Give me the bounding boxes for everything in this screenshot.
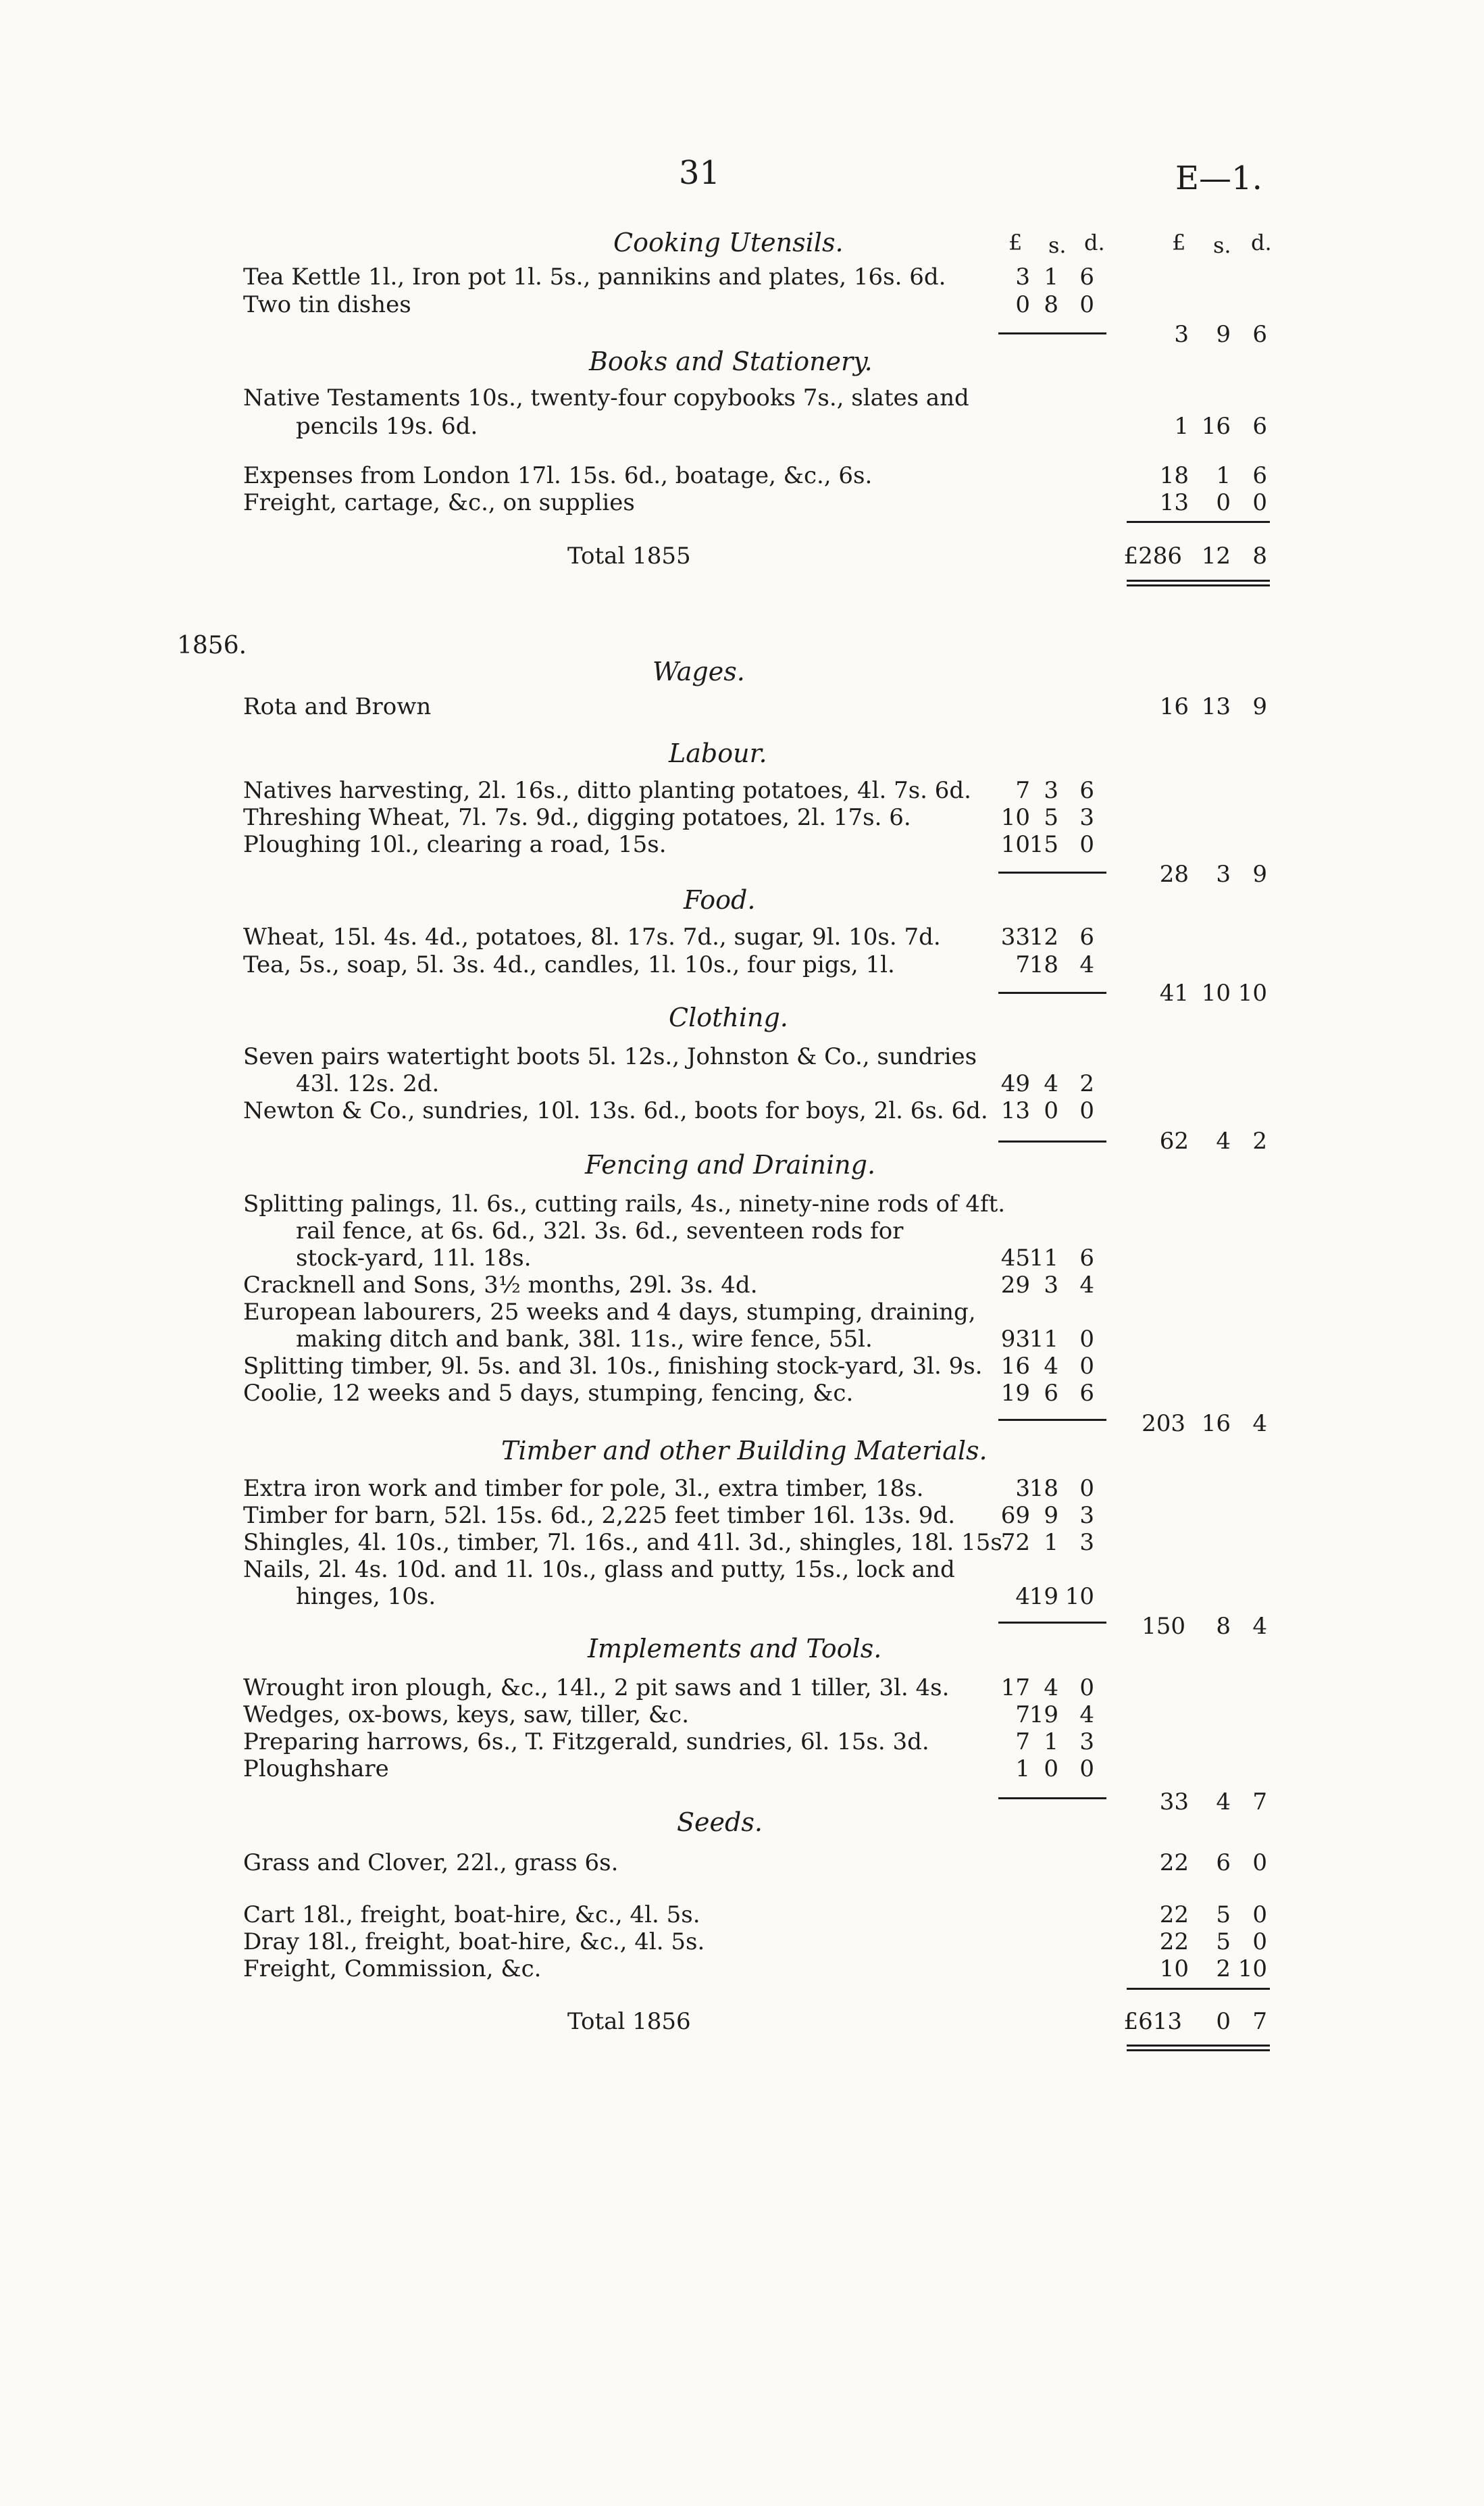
- fencing-row-3-pence: 0: [1079, 1326, 1094, 1353]
- food-subtotal-rule: [998, 992, 1106, 994]
- fencing-row-4-pounds: 16: [1000, 1353, 1030, 1380]
- total-1856-shillings: 0: [1216, 2008, 1231, 2035]
- fencing-row-2-text: Cracknell and Sons, 3½ months, 29l. 3s. 4d.: [243, 1272, 758, 1299]
- total-1856-pounds: £613: [1123, 2008, 1182, 2035]
- timber-row-1-text: Extra iron work and timber for pole, 3l., extra timber, 18s.: [243, 1475, 924, 1502]
- freight-supplies-text: Freight, cartage, &c., on supplies: [243, 489, 635, 516]
- sub-col-pence-header: d.: [1084, 230, 1105, 255]
- timber-row-1-pounds: 3: [1015, 1475, 1030, 1502]
- fencing-row-1-line-2: rail fence, at 6s. 6d., 32l. 3s. 6d., seventeen rods for: [296, 1218, 904, 1245]
- labour-row-1-pence: 6: [1079, 777, 1094, 804]
- implements-row-2-text: Wedges, ox-bows, keys, saw, tiller, &c.: [243, 1701, 689, 1728]
- fencing-total-pounds: 203: [1142, 1410, 1185, 1437]
- fencing-row-1-pounds: 45: [1000, 1245, 1030, 1272]
- implements-row-1-shillings: 4: [1044, 1674, 1058, 1701]
- books-stationery-heading: Books and Stationery.: [589, 347, 873, 376]
- timber-total-shillings: 8: [1216, 1613, 1231, 1640]
- implements-row-4-pounds: 1: [1015, 1755, 1030, 1782]
- clothing-row-2-text: Newton & Co., sundries, 10l. 13s. 6d., boots for boys, 2l. 6s. 6d.: [243, 1097, 988, 1124]
- cart-total-shillings: 5: [1216, 1901, 1231, 1928]
- fencing-row-2-pence: 4: [1079, 1272, 1094, 1299]
- clothing-row-2-pounds: 13: [1000, 1097, 1030, 1124]
- fencing-row-2-shillings: 3: [1044, 1272, 1058, 1299]
- dray-row-text: Dray 18l., freight, boat-hire, &c., 4l. 5s.: [243, 1928, 705, 1955]
- clothing-total-pence: 2: [1252, 1128, 1267, 1155]
- labour-row-1-pounds: 7: [1015, 777, 1030, 804]
- main-col-shillings-header: s.: [1213, 232, 1231, 258]
- implements-row-3-text: Preparing harrows, 6s., T. Fitzgerald, sundries, 6l. 15s. 3d.: [243, 1728, 929, 1755]
- cooking-utensils-heading: Cooking Utensils.: [613, 228, 844, 257]
- total-1856-pence: 7: [1252, 2008, 1267, 2035]
- timber-row-2-text: Timber for barn, 52l. 15s. 6d., 2,225 feet timber 16l. 13s. 9d.: [243, 1502, 955, 1529]
- fencing-row-3-line-1: European labourers, 25 weeks and 4 days, stumping, draining,: [243, 1299, 976, 1326]
- commission-total-pounds: 10: [1159, 1955, 1189, 1982]
- timber-subtotal-rule: [998, 1622, 1106, 1624]
- implements-row-1-text: Wrought iron plough, &c., 14l., 2 pit saws and 1 tiller, 3l. 4s.: [243, 1674, 950, 1701]
- expenses-london-pounds: 18: [1159, 462, 1189, 489]
- fencing-row-5-pounds: 19: [1000, 1380, 1030, 1407]
- document-ref: E—1.: [1175, 159, 1262, 197]
- fencing-row-3-pounds: 93: [1000, 1326, 1030, 1353]
- food-row-2-pence: 4: [1079, 951, 1094, 978]
- cart-total-pence: 0: [1252, 1901, 1267, 1928]
- cooking-row-2-pence: 0: [1079, 291, 1094, 318]
- timber-row-3-pence: 3: [1079, 1529, 1094, 1556]
- total-1855-pence: 8: [1252, 543, 1267, 570]
- food-total-shillings: 10: [1201, 980, 1231, 1007]
- food-row-1-shillings: 12: [1029, 924, 1058, 951]
- total-1856-top-rule: [1127, 1988, 1270, 1990]
- timber-row-2-shillings: 9: [1044, 1502, 1058, 1529]
- fencing-row-5-text: Coolie, 12 weeks and 5 days, stumping, fencing, &c.: [243, 1380, 854, 1407]
- food-row-1-pounds: 33: [1000, 924, 1030, 951]
- fencing-row-1-line-1: Splitting palings, 1l. 6s., cutting rails, 4s., ninety-nine rods of 4ft.: [243, 1191, 1006, 1218]
- implements-row-2-shillings: 19: [1029, 1701, 1058, 1728]
- total-1855-top-rule: [1127, 521, 1270, 523]
- total-1855-double-rule: [1127, 580, 1270, 586]
- cart-row-text: Cart 18l., freight, boat-hire, &c., 4l. 5s.: [243, 1901, 700, 1928]
- total-1855-label: Total 1855: [567, 543, 691, 570]
- labour-row-3-shillings: 15: [1029, 831, 1058, 858]
- main-col-pence-header: d.: [1251, 230, 1272, 255]
- timber-row-4-line-1: Nails, 2l. 4s. 10d. and 1l. 10s., glass and putty, 15s., lock and: [243, 1556, 955, 1583]
- total-1855-shillings: 12: [1201, 543, 1231, 570]
- labour-subtotal-rule: [998, 872, 1106, 874]
- timber-row-4-line-2: hinges, 10s.: [296, 1583, 436, 1610]
- food-row-2-text: Tea, 5s., soap, 5l. 3s. 4d., candles, 1l. 10s., four pigs, 1l.: [243, 951, 895, 978]
- page-number: 31: [679, 154, 721, 192]
- wages-total-pence: 9: [1252, 693, 1267, 720]
- expenses-london-pence: 6: [1252, 462, 1267, 489]
- wages-heading: Wages.: [653, 657, 745, 686]
- clothing-row-1-pence: 2: [1079, 1070, 1094, 1097]
- fencing-row-1-pence: 6: [1079, 1245, 1094, 1272]
- books-total-pounds: 1: [1174, 413, 1189, 440]
- implements-tools-heading: Implements and Tools.: [588, 1634, 882, 1663]
- cooking-total-pounds: 3: [1174, 321, 1189, 348]
- implements-row-3-shillings: 1: [1044, 1728, 1058, 1755]
- year-1856-label: 1856.: [177, 632, 247, 659]
- implements-subtotal-rule: [998, 1797, 1106, 1799]
- timber-row-4-pence: 10: [1065, 1583, 1094, 1610]
- freight-supplies-shillings: 0: [1216, 489, 1231, 516]
- timber-row-3-text: Shingles, 4l. 10s., timber, 7l. 16s., and 41l. 3d., shingles, 18l. 15s.: [243, 1529, 1010, 1556]
- timber-row-4-shillings: 19: [1029, 1583, 1058, 1610]
- timber-total-pounds: 150: [1142, 1613, 1185, 1640]
- timber-row-2-pounds: 69: [1000, 1502, 1030, 1529]
- labour-heading: Labour.: [669, 738, 767, 768]
- labour-row-3-text: Ploughing 10l., clearing a road, 15s.: [243, 831, 667, 858]
- books-total-shillings: 16: [1201, 413, 1231, 440]
- food-row-2-shillings: 18: [1029, 951, 1058, 978]
- dray-total-pounds: 22: [1159, 1928, 1189, 1955]
- labour-row-3-pence: 0: [1079, 831, 1094, 858]
- main-col-pounds-header: £: [1172, 230, 1186, 255]
- fencing-total-pence: 4: [1252, 1410, 1267, 1437]
- timber-total-pence: 4: [1252, 1613, 1267, 1640]
- fencing-row-4-pence: 0: [1079, 1353, 1094, 1380]
- clothing-total-shillings: 4: [1216, 1128, 1231, 1155]
- food-row-1-text: Wheat, 15l. 4s. 4d., potatoes, 8l. 17s. 7d., sugar, 9l. 10s. 7d.: [243, 924, 941, 951]
- implements-total-shillings: 4: [1216, 1788, 1231, 1815]
- seeds-row-text: Grass and Clover, 22l., grass 6s.: [243, 1849, 619, 1876]
- cooking-total-pence: 6: [1252, 321, 1267, 348]
- clothing-total-pounds: 62: [1159, 1128, 1189, 1155]
- wages-total-shillings: 13: [1201, 693, 1231, 720]
- implements-row-4-text: Ploughshare: [243, 1755, 389, 1782]
- freight-supplies-pence: 0: [1252, 489, 1267, 516]
- fencing-row-1-shillings: 11: [1029, 1245, 1058, 1272]
- cooking-row-2-pounds: 0: [1015, 291, 1030, 318]
- food-row-2-pounds: 7: [1015, 951, 1030, 978]
- labour-total-shillings: 3: [1216, 861, 1231, 888]
- clothing-heading: Clothing.: [669, 1003, 788, 1032]
- cooking-total-shillings: 9: [1216, 321, 1231, 348]
- labour-row-1-text: Natives harvesting, 2l. 16s., ditto planting potatoes, 4l. 7s. 6d.: [243, 777, 971, 804]
- freight-supplies-pounds: 13: [1159, 489, 1189, 516]
- food-heading: Food.: [684, 885, 756, 915]
- fencing-subtotal-rule: [998, 1419, 1106, 1421]
- fencing-row-4-shillings: 4: [1044, 1353, 1058, 1380]
- seeds-total-pence: 0: [1252, 1849, 1267, 1876]
- seeds-total-shillings: 6: [1216, 1849, 1231, 1876]
- implements-total-pence: 7: [1252, 1788, 1267, 1815]
- cart-total-pounds: 22: [1159, 1901, 1189, 1928]
- wages-row-text: Rota and Brown: [243, 693, 432, 720]
- fencing-row-3-line-2: making ditch and bank, 38l. 11s., wire fence, 55l.: [296, 1326, 873, 1353]
- fencing-row-1-line-3: stock-yard, 11l. 18s.: [296, 1245, 532, 1272]
- implements-row-1-pence: 0: [1079, 1674, 1094, 1701]
- clothing-row-1-line-2: 43l. 12s. 2d.: [296, 1070, 440, 1097]
- fencing-row-3-shillings: 11: [1029, 1326, 1058, 1353]
- fencing-draining-heading: Fencing and Draining.: [585, 1150, 876, 1180]
- implements-total-pounds: 33: [1159, 1788, 1189, 1815]
- implements-row-2-pence: 4: [1079, 1701, 1094, 1728]
- expenses-london-shillings: 1: [1216, 462, 1231, 489]
- wages-total-pounds: 16: [1159, 693, 1189, 720]
- fencing-row-5-shillings: 6: [1044, 1380, 1058, 1407]
- labour-row-2-shillings: 5: [1044, 804, 1058, 831]
- timber-row-1-shillings: 18: [1029, 1475, 1058, 1502]
- implements-row-3-pence: 3: [1079, 1728, 1094, 1755]
- labour-row-2-pence: 3: [1079, 804, 1094, 831]
- commission-total-pence: 10: [1237, 1955, 1267, 1982]
- total-1856-double-rule: [1127, 2045, 1270, 2051]
- clothing-row-2-shillings: 0: [1044, 1097, 1058, 1124]
- cooking-row-1-pence: 6: [1079, 264, 1094, 291]
- dray-total-shillings: 5: [1216, 1928, 1231, 1955]
- books-total-pence: 6: [1252, 413, 1267, 440]
- clothing-row-1-shillings: 4: [1044, 1070, 1058, 1097]
- total-1856-label: Total 1856: [567, 2008, 691, 2035]
- clothing-row-1-pounds: 49: [1000, 1070, 1030, 1097]
- seeds-total-pounds: 22: [1159, 1849, 1189, 1876]
- timber-materials-heading: Timber and other Building Materials.: [501, 1436, 988, 1465]
- labour-total-pence: 9: [1252, 861, 1267, 888]
- seeds-heading: Seeds.: [677, 1807, 763, 1837]
- clothing-row-1-line-1: Seven pairs watertight boots 5l. 12s., Johnston & Co., sundries: [243, 1043, 977, 1070]
- fencing-row-4-text: Splitting timber, 9l. 5s. and 3l. 10s., finishing stock-yard, 3l. 9s.: [243, 1353, 983, 1380]
- food-total-pence: 10: [1237, 980, 1267, 1007]
- commission-row-text: Freight, Commission, &c.: [243, 1955, 542, 1982]
- labour-row-2-text: Threshing Wheat, 7l. 7s. 9d., digging potatoes, 2l. 17s. 6.: [243, 804, 911, 831]
- timber-row-1-pence: 0: [1079, 1475, 1094, 1502]
- cooking-row-1-shillings: 1: [1044, 264, 1058, 291]
- sub-col-shillings-header: s.: [1048, 232, 1067, 258]
- cooking-subtotal-rule: [998, 332, 1106, 334]
- labour-total-pounds: 28: [1159, 861, 1189, 888]
- fencing-row-2-pounds: 29: [1000, 1272, 1030, 1299]
- cooking-row-2-shillings: 8: [1044, 291, 1058, 318]
- fencing-row-5-pence: 6: [1079, 1380, 1094, 1407]
- implements-row-4-pence: 0: [1079, 1755, 1094, 1782]
- fencing-total-shillings: 16: [1201, 1410, 1231, 1437]
- timber-row-3-shillings: 1: [1044, 1529, 1058, 1556]
- sub-col-pounds-header: £: [1008, 230, 1023, 255]
- labour-row-3-pounds: 10: [1000, 831, 1030, 858]
- total-1855-pounds: £286: [1123, 543, 1182, 570]
- timber-row-2-pence: 3: [1079, 1502, 1094, 1529]
- implements-row-4-shillings: 0: [1044, 1755, 1058, 1782]
- expenses-london-text: Expenses from London 17l. 15s. 6d., boatage, &c., 6s.: [243, 462, 873, 489]
- cooking-row-2-text: Two tin dishes: [243, 291, 411, 318]
- commission-total-shillings: 2: [1216, 1955, 1231, 1982]
- cooking-row-1-text: Tea Kettle 1l., Iron pot 1l. 5s., pannikins and plates, 16s. 6d.: [243, 264, 946, 291]
- implements-row-1-pounds: 17: [1000, 1674, 1030, 1701]
- clothing-subtotal-rule: [998, 1141, 1106, 1143]
- cooking-row-1-pounds: 3: [1015, 264, 1030, 291]
- implements-row-3-pounds: 7: [1015, 1728, 1030, 1755]
- books-line-2: pencils 19s. 6d.: [296, 413, 478, 440]
- dray-total-pence: 0: [1252, 1928, 1267, 1955]
- timber-row-4-pounds: 4: [1015, 1583, 1030, 1610]
- implements-row-2-pounds: 7: [1015, 1701, 1030, 1728]
- clothing-row-2-pence: 0: [1079, 1097, 1094, 1124]
- food-row-1-pence: 6: [1079, 924, 1094, 951]
- food-total-pounds: 41: [1159, 980, 1189, 1007]
- labour-row-2-pounds: 10: [1000, 804, 1030, 831]
- books-line-1: Native Testaments 10s., twenty-four copybooks 7s., slates and: [243, 384, 969, 411]
- timber-row-3-pounds: 72: [1000, 1529, 1030, 1556]
- labour-row-1-shillings: 3: [1044, 777, 1058, 804]
